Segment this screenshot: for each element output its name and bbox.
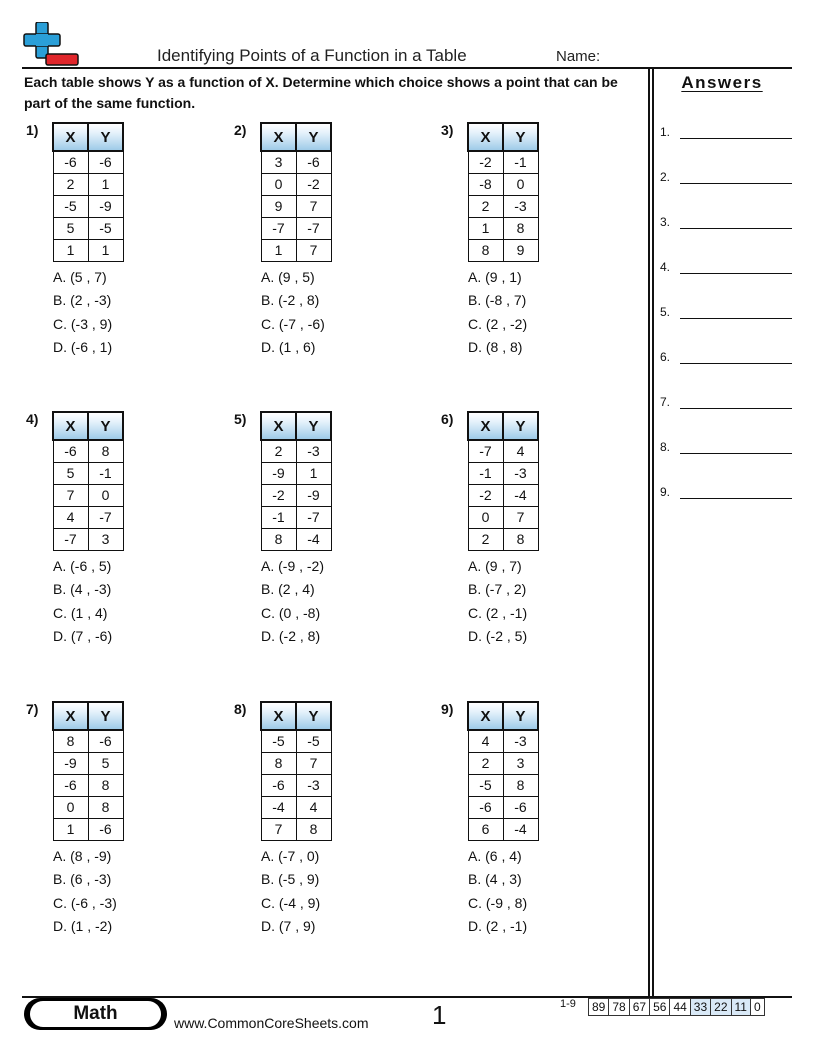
choice-list (53, 845, 117, 938)
table-row (53, 173, 123, 195)
problem-number: 3) (441, 122, 454, 138)
table-row (53, 730, 123, 752)
table-row (261, 173, 331, 195)
choice-option: A. (8 , -9) (53, 848, 112, 864)
subject-label: Math (30, 1001, 161, 1027)
answer-line-5[interactable] (660, 299, 792, 319)
answer-blank[interactable] (680, 408, 792, 409)
table-row (53, 239, 123, 261)
y-value: 8 (296, 818, 331, 840)
choice-list (261, 266, 325, 359)
y-value: -6 (88, 151, 123, 173)
problem-number: 7) (26, 701, 39, 717)
y-value: 7 (503, 506, 538, 528)
table-row (53, 818, 123, 840)
function-table (260, 701, 332, 841)
site-url: www.CommonCoreSheets.com (174, 1015, 369, 1031)
x-value: -5 (53, 195, 88, 217)
choice-list (53, 555, 112, 648)
table-row (468, 151, 538, 173)
x-value: -7 (53, 528, 88, 550)
y-value: -7 (296, 217, 331, 239)
answer-line-6[interactable] (660, 344, 792, 364)
table-row (468, 217, 538, 239)
x-value: 0 (53, 796, 88, 818)
x-value: -6 (468, 796, 503, 818)
choice-option: C. (-6 , -3) (53, 894, 117, 911)
table-row (53, 440, 123, 462)
table-row (53, 484, 123, 506)
choice-list (468, 845, 527, 938)
table-row (468, 752, 538, 774)
table-row (468, 730, 538, 752)
choice-option: D. (8 , 8) (468, 338, 523, 355)
answer-column-divider-right (652, 68, 654, 996)
choice-option: C. (-3 , 9) (53, 315, 113, 332)
choice-option: D. (1 , -2) (53, 917, 113, 934)
function-table (260, 122, 332, 262)
x-value: 2 (468, 528, 503, 550)
table-row (468, 440, 538, 462)
answers-heading: Answers (681, 73, 763, 92)
problem-3 (441, 122, 641, 362)
choice-option: A. (-6 , 5) (53, 558, 112, 574)
x-header: X (261, 123, 296, 151)
x-value: -5 (468, 774, 503, 796)
y-value: -9 (296, 484, 331, 506)
table-row (53, 506, 123, 528)
table-row (468, 528, 538, 550)
choice-option: A. (9 , 7) (468, 558, 522, 574)
x-value: 9 (261, 195, 296, 217)
x-value: 2 (261, 440, 296, 462)
x-header: X (468, 702, 503, 730)
choice-option: D. (7 , -6) (53, 627, 113, 644)
x-value: -2 (468, 484, 503, 506)
y-value: -3 (503, 195, 538, 217)
y-value: 4 (503, 440, 538, 462)
problem-1 (26, 122, 226, 362)
choice-option: C. (-9 , 8) (468, 894, 528, 911)
x-value: -7 (468, 440, 503, 462)
score-cell: 78 (609, 999, 629, 1016)
x-value: 2 (468, 195, 503, 217)
x-value: 1 (261, 239, 296, 261)
answer-number: 6. (660, 350, 671, 364)
x-value: -9 (261, 462, 296, 484)
x-value: 0 (261, 173, 296, 195)
x-header: X (261, 412, 296, 440)
y-value: -4 (503, 484, 538, 506)
y-header: Y (296, 412, 331, 440)
answer-number: 7. (660, 395, 671, 409)
x-value: 5 (53, 462, 88, 484)
answer-blank[interactable] (680, 183, 792, 184)
table-row (261, 440, 331, 462)
y-value: -1 (503, 151, 538, 173)
choice-list (261, 845, 320, 938)
y-value: 8 (88, 774, 123, 796)
x-value: 3 (261, 151, 296, 173)
choice-option: B. (-8 , 7) (468, 292, 527, 309)
answer-blank[interactable] (680, 453, 792, 454)
x-value: 8 (261, 528, 296, 550)
choice-option: D. (2 , -1) (468, 917, 528, 934)
x-value: 5 (53, 217, 88, 239)
problem-4 (26, 411, 226, 651)
choice-option: D. (-2 , 8) (261, 627, 321, 644)
y-value: 7 (296, 195, 331, 217)
problem-6 (441, 411, 641, 651)
x-value: -7 (261, 217, 296, 239)
table-row (261, 752, 331, 774)
y-value: -3 (503, 730, 538, 752)
y-value: 8 (88, 796, 123, 818)
choice-option: C. (-4 , 9) (261, 894, 321, 911)
x-value: -5 (261, 730, 296, 752)
x-value: 8 (53, 730, 88, 752)
choice-option: B. (2 , 4) (261, 581, 315, 598)
table-row (53, 528, 123, 550)
x-value: -2 (261, 484, 296, 506)
choice-option: B. (-5 , 9) (261, 871, 320, 888)
table-row (468, 774, 538, 796)
score-cell: 11 (731, 999, 750, 1016)
y-value: -1 (88, 462, 123, 484)
x-header: X (468, 123, 503, 151)
choice-option: D. (1 , 6) (261, 338, 316, 355)
table-row (468, 462, 538, 484)
y-value: -7 (88, 506, 123, 528)
answer-blank[interactable] (680, 138, 792, 139)
answer-line-2[interactable] (660, 164, 792, 184)
table-row (468, 195, 538, 217)
y-header: Y (503, 123, 538, 151)
table-row (261, 151, 331, 173)
choice-list (468, 555, 527, 648)
problem-7 (26, 701, 226, 941)
choice-option: B. (-7 , 2) (468, 581, 527, 598)
y-value: -3 (296, 440, 331, 462)
x-value: 7 (53, 484, 88, 506)
function-table (260, 411, 332, 551)
table-row (468, 239, 538, 261)
subject-badge (24, 998, 167, 1030)
choice-option: C. (2 , -2) (468, 315, 528, 332)
choice-option: B. (4 , 3) (468, 871, 522, 888)
choice-option: A. (5 , 7) (53, 269, 107, 285)
score-cell: 33 (690, 999, 710, 1016)
x-value: -1 (468, 462, 503, 484)
table-row (261, 195, 331, 217)
table-row (53, 217, 123, 239)
x-header: X (53, 412, 88, 440)
table-row (53, 462, 123, 484)
y-value: 8 (503, 528, 538, 550)
x-value: 0 (468, 506, 503, 528)
y-header: Y (296, 123, 331, 151)
y-value: 0 (503, 173, 538, 195)
function-table (52, 411, 124, 551)
y-header: Y (503, 412, 538, 440)
y-value: -2 (296, 173, 331, 195)
table-row (468, 796, 538, 818)
table-row (261, 217, 331, 239)
table-row (468, 506, 538, 528)
choice-option: A. (-7 , 0) (261, 848, 320, 864)
table-row (261, 484, 331, 506)
table-row (261, 462, 331, 484)
function-table (52, 122, 124, 262)
answer-blank[interactable] (680, 228, 792, 229)
choice-list (261, 555, 324, 648)
y-value: -3 (503, 462, 538, 484)
problem-number: 6) (441, 411, 454, 427)
choice-option: B. (2 , -3) (53, 292, 112, 309)
y-value: 1 (88, 173, 123, 195)
choice-option: C. (0 , -8) (261, 604, 321, 621)
choice-list (468, 266, 527, 359)
table-row (53, 774, 123, 796)
problem-number: 5) (234, 411, 247, 427)
y-value: -9 (88, 195, 123, 217)
name-label: Name: (556, 48, 601, 65)
x-value: 4 (53, 506, 88, 528)
x-header: X (53, 123, 88, 151)
y-value: 8 (503, 217, 538, 239)
y-value: 0 (88, 484, 123, 506)
x-header: X (468, 412, 503, 440)
answer-line-1[interactable] (660, 119, 792, 139)
table-row (261, 528, 331, 550)
table-row (261, 774, 331, 796)
score-cell: 0 (750, 999, 764, 1016)
x-value: -8 (468, 173, 503, 195)
table-row (468, 484, 538, 506)
choice-option: C. (-7 , -6) (261, 315, 325, 332)
choice-option: A. (9 , 1) (468, 269, 522, 285)
y-value: -4 (296, 528, 331, 550)
score-cell: 89 (589, 999, 609, 1016)
y-header: Y (88, 702, 123, 730)
x-value: 4 (468, 730, 503, 752)
score-cell: 44 (670, 999, 690, 1016)
y-value: 5 (88, 752, 123, 774)
x-value: -1 (261, 506, 296, 528)
y-value: 9 (503, 239, 538, 261)
table-row (261, 506, 331, 528)
choice-option: A. (-9 , -2) (261, 558, 325, 574)
score-cell: 22 (711, 999, 731, 1016)
table-row (53, 752, 123, 774)
y-value: 7 (296, 752, 331, 774)
answer-number: 2. (660, 170, 671, 184)
x-value: -9 (53, 752, 88, 774)
x-value: -2 (468, 151, 503, 173)
y-header: Y (88, 123, 123, 151)
answer-number: 4. (660, 260, 671, 274)
function-table (467, 411, 539, 551)
score-cell: 67 (629, 999, 649, 1016)
choice-list (53, 266, 112, 359)
answer-line-9[interactable] (660, 479, 792, 499)
answer-blank[interactable] (680, 273, 792, 274)
y-header: Y (88, 412, 123, 440)
y-value: -6 (296, 151, 331, 173)
y-value: 1 (88, 239, 123, 261)
problem-number: 4) (26, 411, 39, 427)
choice-option: A. (9 , 5) (261, 269, 315, 285)
function-table (467, 122, 539, 262)
answer-line-7[interactable] (660, 389, 792, 409)
x-value: 1 (53, 818, 88, 840)
choice-option: B. (-2 , 8) (261, 292, 320, 309)
problem-9 (441, 701, 641, 941)
table-row (53, 195, 123, 217)
answer-blank[interactable] (680, 498, 792, 499)
x-value: -6 (261, 774, 296, 796)
y-value: -4 (503, 818, 538, 840)
problem-8 (234, 701, 434, 941)
table-row (53, 151, 123, 173)
y-value: -5 (296, 730, 331, 752)
problem-number: 2) (234, 122, 247, 138)
x-value: 1 (53, 239, 88, 261)
answer-line-8[interactable] (660, 434, 792, 454)
y-value: 3 (503, 752, 538, 774)
choice-option: A. (6 , 4) (468, 848, 522, 864)
x-value: 2 (468, 752, 503, 774)
y-value: 4 (296, 796, 331, 818)
y-value: 7 (296, 239, 331, 261)
table-row (53, 796, 123, 818)
function-table (467, 701, 539, 841)
x-header: X (261, 702, 296, 730)
instructions: Each table shows Y as a function of X. Determine which choice shows a point that can be part of the same function. (24, 74, 618, 111)
answer-number: 9. (660, 485, 671, 499)
answer-column-divider-left (648, 68, 650, 996)
x-value: 1 (468, 217, 503, 239)
score-range-label: 1-9 (560, 998, 576, 1010)
page-number: 1 (432, 1000, 447, 1030)
y-value: -6 (503, 796, 538, 818)
y-value: 8 (503, 774, 538, 796)
table-row (468, 173, 538, 195)
y-value: 1 (296, 462, 331, 484)
problem-5 (234, 411, 434, 651)
answer-number: 1. (660, 125, 671, 139)
table-row (261, 239, 331, 261)
x-value: 2 (53, 173, 88, 195)
choice-option: D. (-2 , 5) (468, 627, 528, 644)
x-value: -6 (53, 440, 88, 462)
y-value: 3 (88, 528, 123, 550)
x-value: 8 (468, 239, 503, 261)
answer-line-3[interactable] (660, 209, 792, 229)
choice-option: C. (1 , 4) (53, 604, 108, 621)
y-value: 8 (88, 440, 123, 462)
x-value: 8 (261, 752, 296, 774)
x-value: -6 (53, 151, 88, 173)
choice-option: D. (7 , 9) (261, 917, 316, 934)
table-row (261, 796, 331, 818)
table-row (261, 730, 331, 752)
answer-number: 3. (660, 215, 671, 229)
table-row (261, 818, 331, 840)
answer-line-4[interactable] (660, 254, 792, 274)
commoncoresheets-logo-icon (22, 22, 80, 68)
choice-option: B. (6 , -3) (53, 871, 112, 888)
problem-2 (234, 122, 434, 362)
problem-number: 1) (26, 122, 39, 138)
problem-number: 9) (441, 701, 454, 717)
score-table (588, 998, 765, 1016)
y-value: -6 (88, 818, 123, 840)
x-value: -4 (261, 796, 296, 818)
choice-option: B. (4 , -3) (53, 581, 112, 598)
header-divider (22, 67, 792, 69)
y-header: Y (503, 702, 538, 730)
choice-option: D. (-6 , 1) (53, 338, 113, 355)
table-row (468, 818, 538, 840)
x-value: -6 (53, 774, 88, 796)
x-header: X (53, 702, 88, 730)
function-table (52, 701, 124, 841)
problem-number: 8) (234, 701, 247, 717)
y-header: Y (296, 702, 331, 730)
page-title: Identifying Points of a Function in a Table (157, 46, 467, 65)
y-value: -3 (296, 774, 331, 796)
score-cell: 56 (650, 999, 670, 1016)
answer-blank[interactable] (680, 318, 792, 319)
y-value: -7 (296, 506, 331, 528)
x-value: 7 (261, 818, 296, 840)
x-value: 6 (468, 818, 503, 840)
answer-number: 8. (660, 440, 671, 454)
y-value: -5 (88, 217, 123, 239)
y-value: -6 (88, 730, 123, 752)
answer-blank[interactable] (680, 363, 792, 364)
choice-option: C. (2 , -1) (468, 604, 528, 621)
answer-number: 5. (660, 305, 671, 319)
